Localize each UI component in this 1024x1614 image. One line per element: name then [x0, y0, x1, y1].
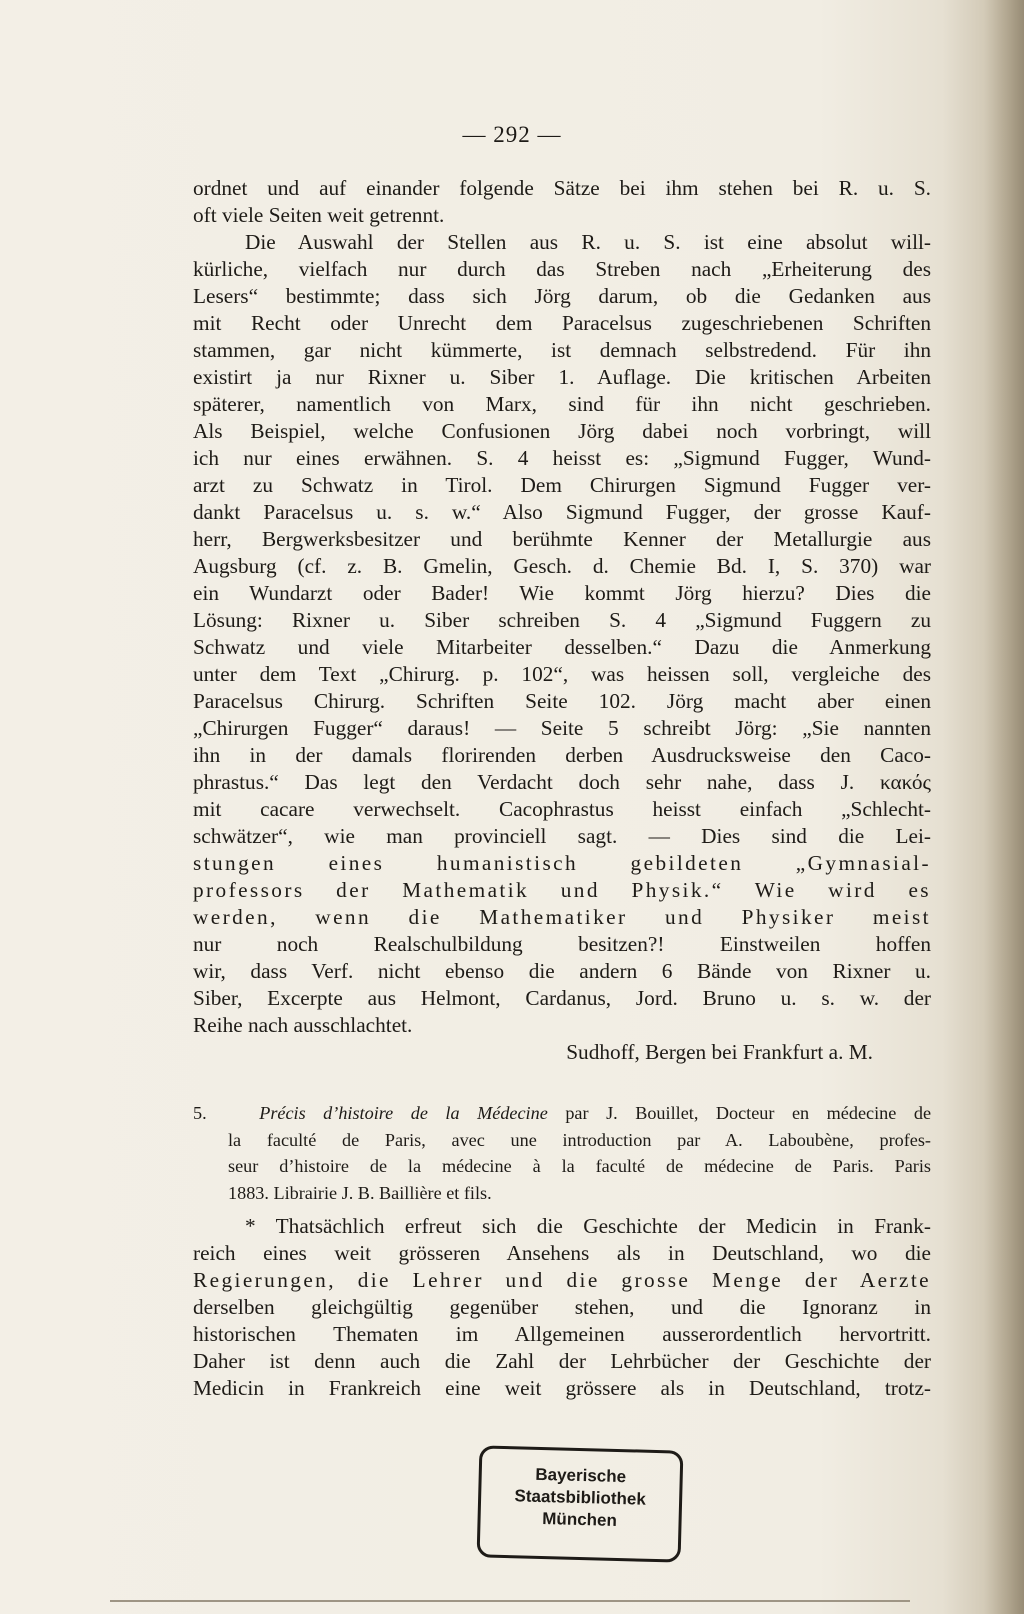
- text-line: historischen Thematen im Allgemeinen ausserordentlich hervortritt.: [193, 1322, 931, 1346]
- text-line: reich eines weit grösseren Ansehens als in Deutschland, wo die: [193, 1241, 931, 1265]
- spaced-text-line: werden, wenn die Mathematiker und Physiker meist: [193, 905, 931, 929]
- text-line: dankt Paracelsus u. s. w.“ Also Sigmund Fugger, der grosse Kauf-: [193, 500, 931, 524]
- text-line: existirt ja nur Rixner u. Siber 1. Auflage. Die kritischen Arbeiten: [193, 365, 931, 389]
- stamp-line: Staatsbibliothek: [514, 1486, 647, 1509]
- spaced-text-line: Regierungen, die Lehrer und die grosse Menge der Aerzte: [193, 1268, 931, 1292]
- text-line: nur noch Realschulbildung besitzen?! Einstweilen hoffen: [193, 932, 931, 956]
- text-line: ihn in der damals florirenden derben Ausdrucksweise den Caco-: [193, 743, 931, 767]
- text-line: ich nur eines erwähnen. S. 4 heisst es: „Sigmund Fugger, Wund-: [193, 446, 931, 470]
- reference-line-1: [193, 1100, 931, 1127]
- text-line: kürliche, vielfach nur durch das Streben nach „Erheiterung des: [193, 257, 931, 281]
- text-line: mit Recht oder Unrecht dem Paracelsus zugeschriebenen Schriften: [193, 311, 931, 335]
- text-line: ein Wundarzt oder Bader! Wie kommt Jörg hierzu? Dies die: [193, 581, 931, 605]
- spaced-text-line: professors der Mathematik und Physik.“ Wie wird es: [193, 878, 931, 902]
- text-line: Reihe nach ausschlachtet.: [193, 1013, 413, 1037]
- text-line: späterer, namentlich von Marx, sind für ihn nicht geschrieben.: [193, 392, 931, 416]
- stamp-line: München: [542, 1509, 618, 1530]
- text-line: schwätzer“, wie man provinciell sagt. — Dies sind die Lei-: [193, 824, 931, 848]
- author-signature: Sudhoff, Bergen bei Frankfurt a. M.: [566, 1040, 873, 1064]
- reference-number: 5.: [193, 1103, 207, 1123]
- bibliographic-reference: [193, 1100, 931, 1206]
- page-bottom-rule: [110, 1600, 910, 1602]
- text-line: Lesers“ bestimmte; dass sich Jörg darum, ob die Gedanken aus: [193, 284, 931, 308]
- reference-line: la faculté de Paris, avec une introduction par A. Laboubène, profes-: [228, 1129, 931, 1150]
- text-line: phrastus.“ Das legt den Verdacht doch sehr nahe, dass J. κακός: [193, 770, 931, 794]
- text-line: Schwatz und viele Mitarbeiter desselben.“ Dazu die Anmerkung: [193, 635, 931, 659]
- text-line: Als Beispiel, welche Confusionen Jörg dabei noch vorbringt, will: [193, 419, 931, 443]
- text-line: unter dem Text „Chirurg. p. 102“, was heissen soll, vergleiche des: [193, 662, 931, 686]
- page-number: — 292 —: [462, 122, 562, 147]
- reference-title: Précis d’histoire de la Médecine: [259, 1103, 548, 1123]
- spaced-text-line: stungen eines humanistisch gebildeten „Gymnasial-: [193, 851, 931, 875]
- stamp-line: Bayerische: [535, 1464, 627, 1487]
- text-line: Augsburg (cf. z. B. Gmelin, Gesch. d. Chemie Bd. I, S. 370) war: [193, 554, 931, 578]
- text-line: wir, dass Verf. nicht ebenso die andern 6 Bände von Rixner u.: [193, 959, 931, 983]
- text-line: derselben gleichgültig gegenüber stehen, und die Ignoranz in: [193, 1295, 931, 1319]
- main-text-block: [193, 175, 931, 1066]
- text-line: „Chirurgen Fugger“ daraus! — Seite 5 schreibt Jörg: „Sie nannten: [193, 716, 931, 740]
- text-line: ordnet und auf einander folgende Sätze bei ihm stehen bei R. u. S.: [193, 176, 931, 200]
- reference-line: seur d’histoire de la médecine à la faculté de médecine de Paris. Paris: [228, 1156, 931, 1176]
- text-line: Die Auswahl der Stellen aus R. u. S. ist eine absolut will-: [245, 230, 931, 254]
- text-line: arzt zu Schwatz in Tirol. Dem Chirurgen Sigmund Fugger ver-: [193, 473, 931, 497]
- text-line: Daher ist denn auch die Zahl der Lehrbücher der Geschichte der: [193, 1349, 931, 1373]
- review-text-block: [193, 1213, 931, 1402]
- text-line: Paracelsus Chirurg. Schriften Seite 102. Jörg macht aber einen: [193, 689, 931, 713]
- page-edge-shadow: [984, 0, 1024, 1614]
- reference-line: 1883. Librairie J. B. Baillière et fils.: [228, 1182, 492, 1203]
- text-line: oft viele Seiten weit getrennt.: [193, 203, 445, 227]
- library-stamp: [477, 1445, 684, 1562]
- text-line: Siber, Excerpte aus Helmont, Cardanus, Jord. Bruno u. s. w. der: [193, 986, 931, 1010]
- text-line: stammen, gar nicht kümmerte, ist demnach selbstredend. Für ihn: [193, 338, 931, 362]
- text-line: Medicin in Frankreich eine weit grössere als in Deutschland, trotz-: [193, 1376, 931, 1400]
- text-line: mit cacare verwechselt. Cacophrastus heisst einfach „Schlecht-: [193, 797, 931, 821]
- text-line: herr, Bergwerksbesitzer und berühmte Kenner der Metallurgie aus: [193, 527, 931, 551]
- text-line: * Thatsächlich erfreut sich die Geschichte der Medicin in Frank-: [245, 1214, 931, 1238]
- reference-author: par J. Bouillet, Docteur en médecine de: [565, 1103, 932, 1123]
- text-line: Lösung: Rixner u. Siber schreiben S. 4 „Sigmund Fuggern zu: [193, 608, 931, 632]
